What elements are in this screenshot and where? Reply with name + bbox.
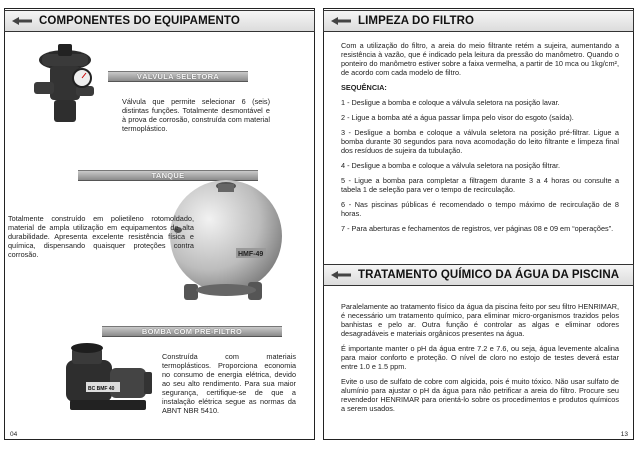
left-page-number: 04 (10, 431, 18, 438)
pump-description: Construída com materiais termoplásticos. Proporciona economia no consumo de energia elétrica, devido ao seu alto rendimento. Para sua maior segurança, certifique-se de que a instalação elétrica segue as normas da ABNT NBR 5410. (162, 352, 296, 415)
pump-brand-label: BC BMF 40 (88, 386, 115, 392)
valve-description: Válvula que permite selecionar 6 (seis) distintas funções. Totalmente desmontável e à prova de corrosão, construída com material termoplástico. (122, 97, 270, 133)
tank-bar-label: TANQUE (151, 171, 185, 180)
treatment-paragraph: Evite o uso de sulfato de cobre com algicida, pois é muito tóxico. Não usar sulfato de alumínio para ajustar o pH da água para não petrificar a areia do filtro. Procure seu revendedor HENRIMAR para orientá-lo sobre os procedimentos e produtos químicos a serem usados. (341, 377, 619, 413)
right-page (319, 0, 638, 452)
cleaning-section-header (323, 10, 634, 32)
step-item: 7 - Para aberturas e fechamentos de registros, ver páginas 08 e 09 em “operações”. (341, 224, 614, 233)
left-header-title: COMPONENTES DO EQUIPAMENTO (39, 15, 240, 27)
valve-bar-label: VÁLVULA SELETORA (136, 72, 220, 81)
tank-model-label: HMF-49 (238, 251, 264, 258)
right-page-number: 13 (620, 431, 628, 438)
arrow-icon (330, 270, 352, 280)
selector-valve-image (30, 40, 100, 128)
treatment-paragraph: É importante manter o pH da água entre 7.2 e 7.6, ou seja, água levemente alcalina para maior conforto e proteção. O nível de cloro no estojo de testes deverá estar entre 1.0 e 1.5 ppm. (341, 344, 619, 371)
tank-description: Totalmente construído em polietileno rotomoldado, material de ampla utilização em equipamentos de alta durabilidade. Apresenta excelente resistência física e química, dispensando quaisquer proteções contra corrosão. (8, 214, 194, 259)
step-item: 6 - Nas piscinas públicas é recomendado o tempo máximo de recirculação de 8 horas. (341, 200, 619, 218)
step-item: 5 - Ligue a bomba para completar a filtragem durante 3 a 4 horas ou consulte a tabela 1 de seleção para ver o tempo de recirculação. (341, 176, 619, 194)
cleaning-intro: Com a utilização do filtro, a areia do meio filtrante retém a sujeira, aumentando a resistência à vazão, que é indicado pela leitura da pressão do manômetro. Quando o ponteiro do manômetro estiver sobre a faixa vermelha, a partir de 10 mca ou 1kg/cm², de acordo com cada modelo de filtro. (341, 41, 619, 77)
pump-bar-label: BOMBA COM PRÉ-FILTRO (141, 327, 243, 336)
valve-bar (108, 71, 248, 82)
sequence-title: SEQUÊNCIA: (341, 83, 387, 92)
cleaning-header-title: LIMPEZA DO FILTRO (358, 15, 475, 27)
treatment-section-header (323, 264, 634, 286)
arrow-icon (330, 16, 352, 26)
left-section-header (4, 10, 315, 32)
step-item: 3 - Desligue a bomba e coloque a válvula seletora na posição pré-filtrar. Ligue a bomba durante 30 segundos para nova acomodação do leito filtrante e limpeza final dos resíduos de sujeira da tubulação. (341, 128, 619, 155)
treatment-header-title: TRATAMENTO QUÍMICO DA ÁGUA DA PISCINA (358, 269, 620, 281)
treatment-paragraph: Paralelamente ao tratamento físico da água da piscina feito por seu filtro HENRIMAR, é necessário um tratamento químico, para eliminar micro-organismos trazidos pelos banhistas e pelo ar. Outra função é controlar as algas e eliminar odores desagradáveis e materiais orgânicos presentes na água. (341, 302, 619, 338)
sequence-list (341, 98, 619, 239)
treatment-text (341, 302, 619, 419)
step-item: 4 - Desligue a bomba e coloque a válvula seletora na posição filtrar. (341, 161, 561, 170)
pump-image (60, 334, 156, 422)
arrow-icon (11, 16, 33, 26)
step-item: 1 - Desligue a bomba e coloque a válvula seletora na posição lavar. (341, 98, 560, 107)
step-item: 2 - Ligue a bomba até a água passar limpa pelo visor do esgoto (saída). (341, 113, 574, 122)
